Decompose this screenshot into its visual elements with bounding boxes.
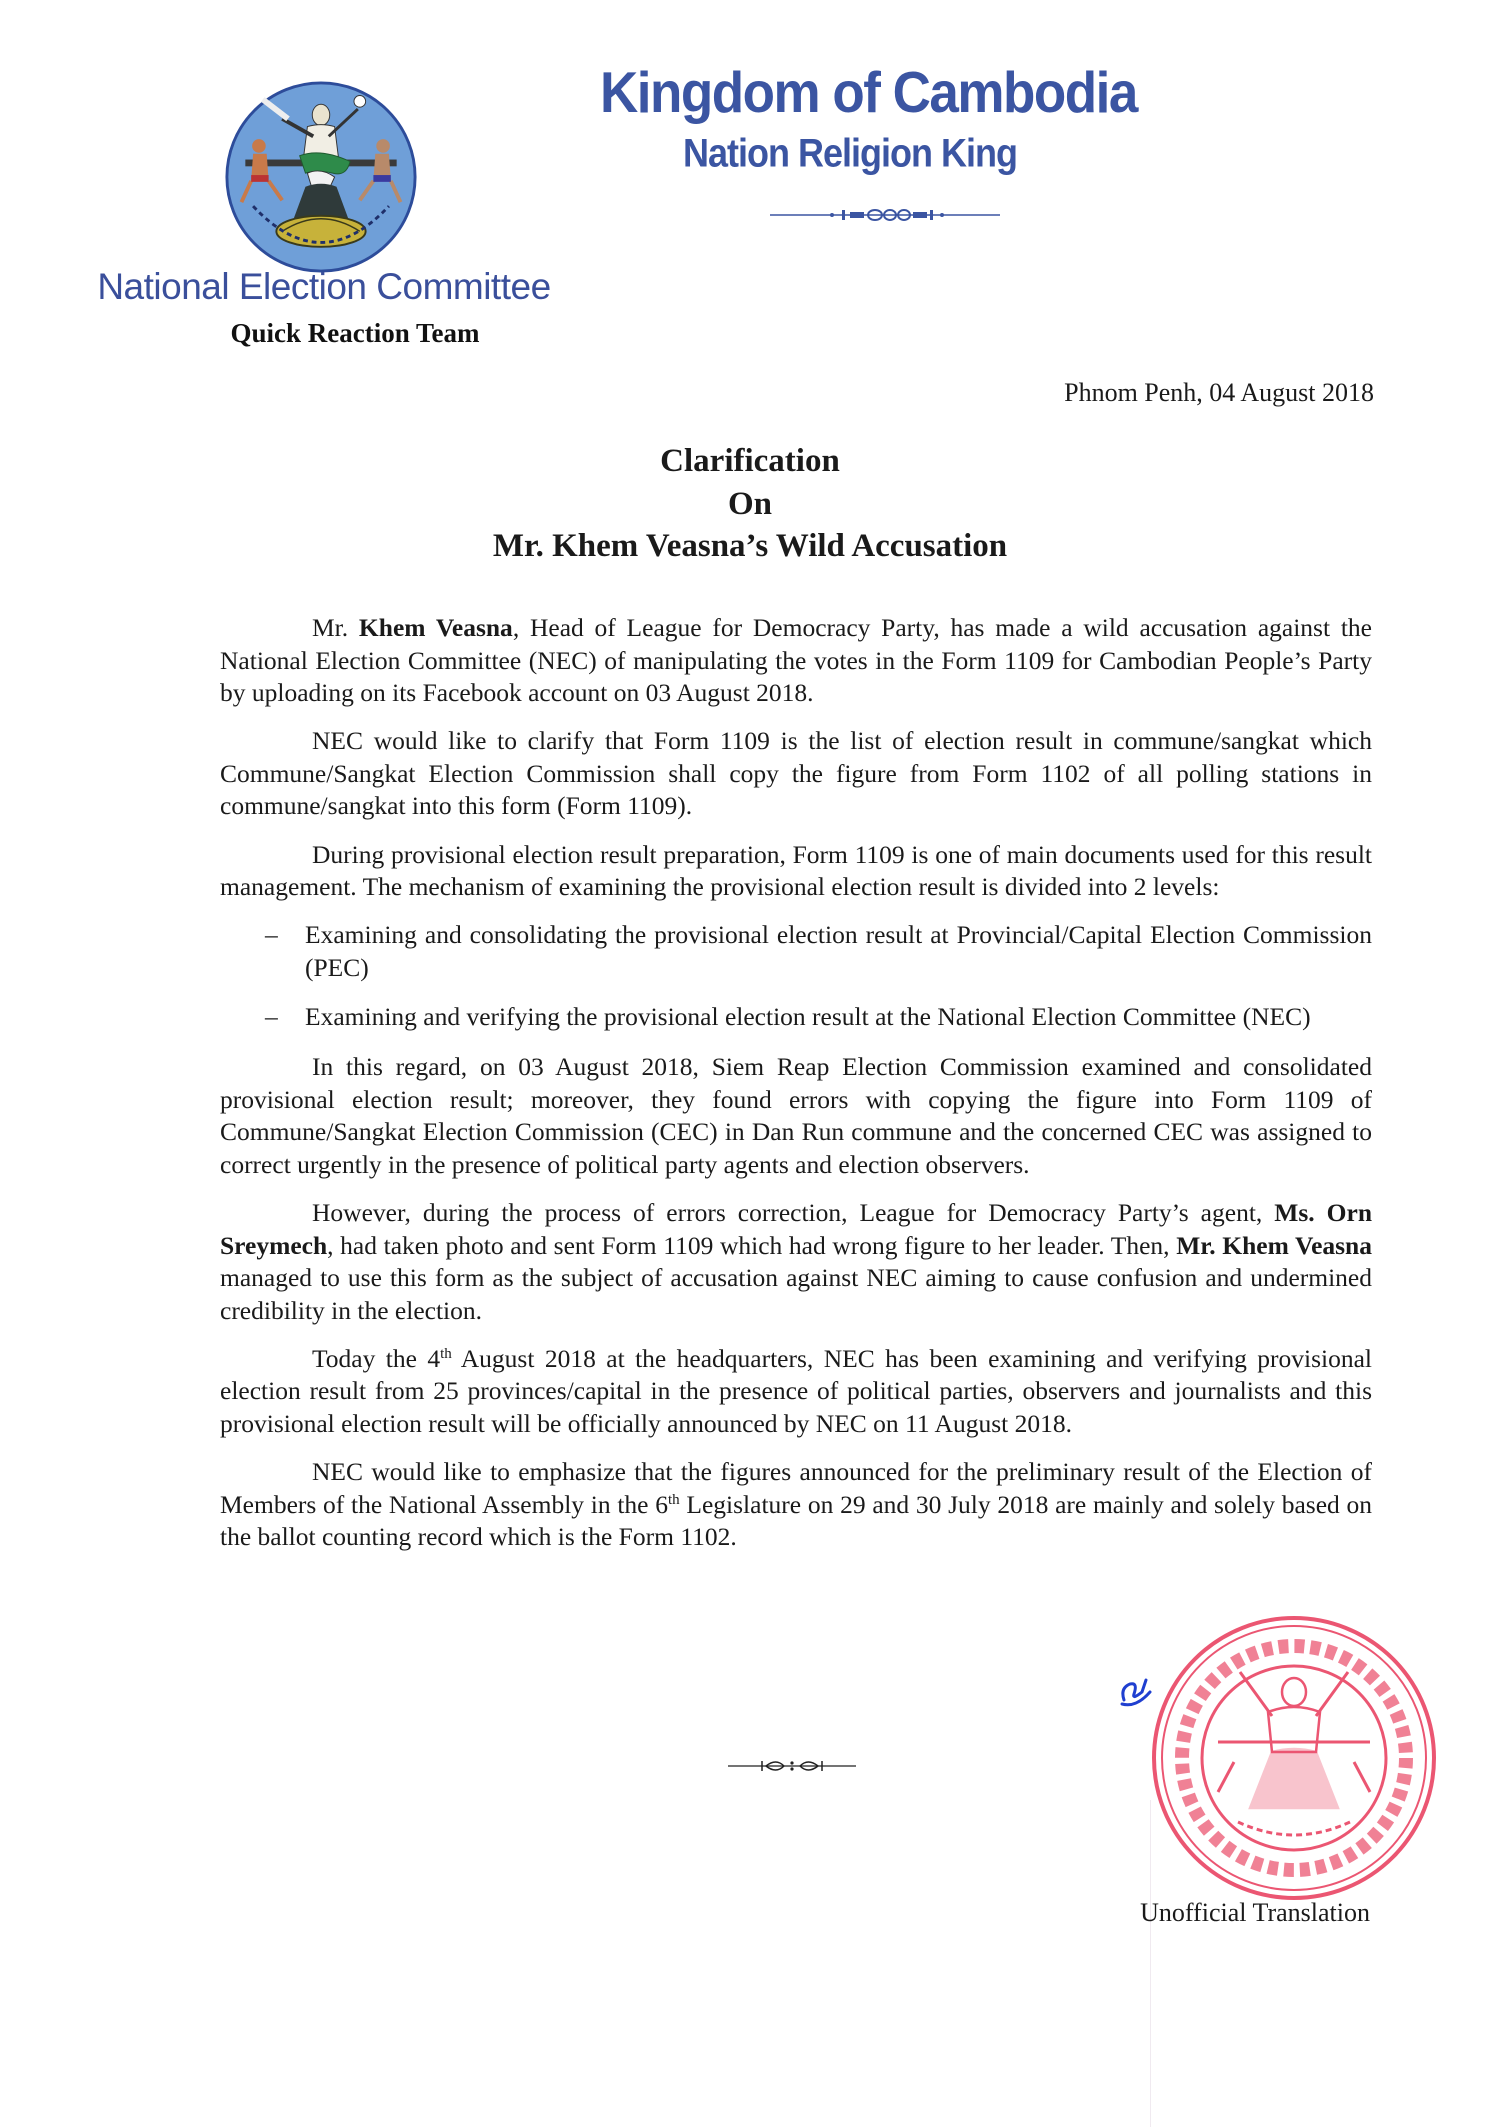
bullet-dash: – xyxy=(265,1002,278,1032)
text: Mr. xyxy=(312,613,359,642)
national-motto: Nation Religion King xyxy=(683,130,1017,176)
organization-name: National Election Committee xyxy=(97,266,551,307)
dateline: Phnom Penh, 04 August 2018 xyxy=(1064,378,1374,407)
document-title-line-1: Clarification xyxy=(660,443,840,479)
paragraph-6 xyxy=(220,1343,1372,1441)
decorative-divider-icon xyxy=(770,207,1000,223)
list-item xyxy=(220,1001,1372,1034)
text: August 2018 at the headquarters, NEC has been examining and verifying provisional election result from 25 provinces/capital in the presence of political parties, observers and journalists and this provisional election result will be officially announced by NEC on 11 August 2018. xyxy=(220,1343,1372,1438)
paragraph-4: In this regard, on 03 August 2018, Siem Reap Election Commission examined and consolidated provisional election result; moreover, they found errors with copying the figure into Form 1109 of Commune/Sangkat Election Commission (CEC) in Dan Run commune and the concerned CEC was assigned to correct urgently in the presence of political party agents and election observers. xyxy=(220,1052,1372,1179)
ordinal-suffix: th xyxy=(440,1345,452,1362)
text: Legislature on 29 and 30 July 2018 are mainly and solely based on the ballot counting record which is the Form 1102. xyxy=(220,1489,1372,1552)
scan-artifact xyxy=(1150,1800,1151,2127)
text: Today the 4 xyxy=(312,1343,441,1373)
end-ornament-icon xyxy=(728,1758,856,1774)
person-name: Khem Veasna xyxy=(358,613,513,642)
document-title-line-2: On xyxy=(727,486,773,522)
ordinal-suffix: th xyxy=(668,1491,680,1508)
person-name: Ms. Orn Sreymech xyxy=(220,1197,1373,1260)
initial-signature-icon xyxy=(1116,1670,1156,1710)
bullet-dash: – xyxy=(265,920,278,950)
text: , had taken photo and sent Form 1109 which had wrong figure to her leader. Then, xyxy=(327,1230,1177,1260)
document-body xyxy=(220,612,1372,1569)
paragraph-7 xyxy=(220,1456,1372,1554)
team-name: Quick Reaction Team xyxy=(230,318,480,348)
text: However, during the process of errors correction, League for Democracy Party’s agent, xyxy=(312,1197,1275,1227)
document-title-line-3: Mr. Khem Veasna’s Wild Accusation xyxy=(492,528,1008,564)
country-heading: Kingdom of Cambodia xyxy=(600,61,1137,125)
official-red-seal-icon xyxy=(1148,1612,1440,1904)
paragraph-2: NEC would like to clarify that Form 1109 is the list of election result in commune/sangkat which Commune/Sangkat Election Commission shall copy the figure from Form 1102 of all polling stations in commune/sangkat into this form (Form 1109). xyxy=(220,726,1372,821)
translation-note: Unofficial Translation xyxy=(1140,1898,1370,1927)
text: , Head of League for Democracy Party, has made a wild accusation against the National Election Committee (NEC) of manipulating the votes in the Form 1109 for Cambodian People’s Party by uploading on its Facebook account on 03 August 2018. xyxy=(220,613,1372,708)
paragraph-5 xyxy=(220,1197,1372,1327)
text: managed to use this form as the subject of accusation against NEC aiming to cause confusion and undermined credibility in the election. xyxy=(220,1263,1372,1325)
text: NEC would like to emphasize that the figures announced for the preliminary result of the Election of Members of the National Assembly in the 6 xyxy=(220,1457,1372,1519)
person-name: Mr. Khem Veasna xyxy=(1176,1230,1372,1260)
nec-emblem-icon xyxy=(224,80,418,274)
list-item-text: Examining and consolidating the provisional election result at Provincial/Capital Election Commission (PEC) xyxy=(305,920,1372,982)
list-item xyxy=(220,919,1372,984)
paragraph-1 xyxy=(220,612,1372,710)
paragraph-3: During provisional election result preparation, Form 1109 is one of main documents used for this result management. The mechanism of examining the provisional election result is divided into 2 levels: xyxy=(220,839,1372,902)
list-item-text: Examining and verifying the provisional election result at the National Election Committee (NEC) xyxy=(305,1002,1311,1032)
